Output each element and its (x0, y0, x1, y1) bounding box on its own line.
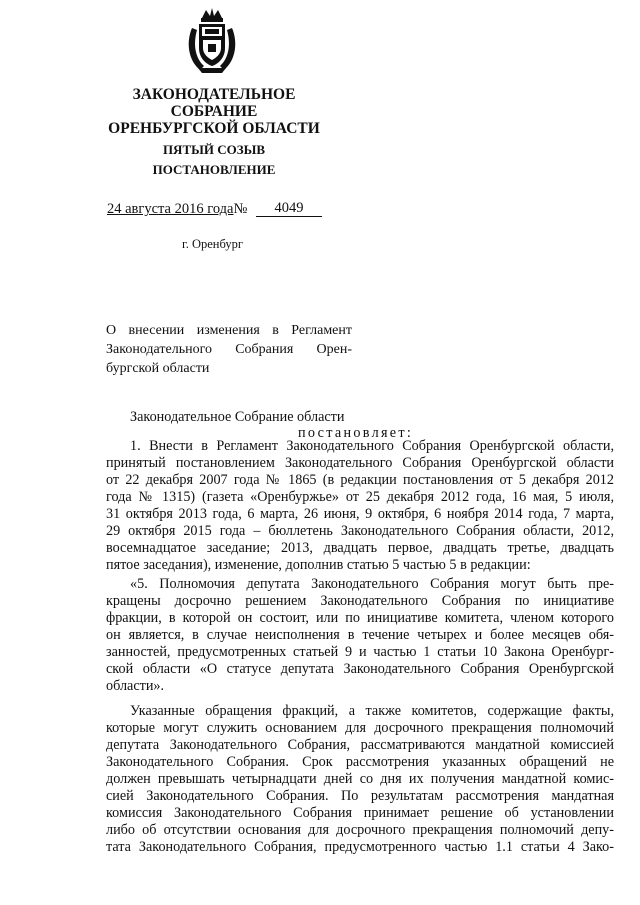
body-line: пятое заседания), изменение, дополнив статью 5 частью 5 в редакции: (106, 557, 531, 573)
document-type-title: ПОСТАНОВЛЕНИЕ (152, 162, 276, 177)
body-line: должен превышать четырнадцати дней со дня их получения мандатной комис- (106, 771, 614, 787)
document-date-line (107, 201, 247, 218)
body-line: 29 октября 2015 года – бюллетень Законодательного Собрания области, 2012, (106, 523, 614, 539)
body-line: он является, в случае неисполнения в течение четырех и более месяцев обя- (106, 627, 614, 643)
subject-line-2: Законодательного Собрания Орен- (106, 342, 352, 357)
body-line: 31 октября 2013 года, 6 марта, 26 июня, 9 октября, 6 ноября 2014 года, 7 марта, (106, 506, 614, 522)
org-name-line-2: СОБРАНИЕ (170, 103, 258, 120)
number-label: № (233, 201, 248, 217)
body-line: депутата Законодательного Собрания, рассматриваются мандатной комиссией (106, 737, 614, 753)
body-line: принятый постановлением Законодательного Собрания Оренбургской области (106, 455, 614, 471)
body-line: Законодательного Собрания. Срок рассмотрения указанных обращений не (106, 754, 614, 770)
document-number: 4049 (256, 200, 322, 217)
coat-of-arms-icon (186, 8, 238, 74)
city-label: г. Оренбург (182, 237, 243, 251)
body-line: области». (106, 678, 165, 694)
body-line: «5. Полномочия депутата Законодательного Собрания могут быть пре- (130, 576, 614, 592)
body-line: фракции, в которой он состоит, или по инициативе комитета, членом которого (106, 610, 614, 626)
body-line: Указанные обращения фракций, а также комитетов, содержащие факты, (130, 703, 614, 719)
body-line: кращены досрочно решением Законодательного Собрания по инициативе (106, 593, 614, 609)
body-line: сией Законодательного Собрания. По результатам рассмотрения мандатная (106, 788, 614, 804)
subject-line-3: бургской области (106, 361, 210, 376)
decree-word: постановляет: (298, 425, 414, 441)
body-line: восемнадцатое заседание; 2013, двадцать первое, двадцать третье, двадцать (106, 540, 614, 556)
org-name-line-1: ЗАКОНОДАТЕЛЬНОЕ (132, 86, 296, 103)
body-line: которые могут служить основанием для досрочного прекращения полномочий (106, 720, 614, 736)
body-line: комиссия Законодательного Собрания принимает решение об установлении (106, 805, 614, 821)
body-line: ской области «О статусе депутата Законодательного Собрания Оренбургской (106, 661, 614, 677)
body-line: года № 1315) (газета «Оренбуржье» от 25 декабря 2012 года, 16 мая, 5 июля, (106, 489, 614, 505)
convocation-label: ПЯТЫЙ СОЗЫВ (162, 142, 266, 157)
subject-line-1: О внесении изменения в Регламент (106, 323, 352, 338)
body-line: тата Законодательного Собрания, предусмотренного частью 1.1 статьи 4 Зако- (106, 839, 614, 855)
body-line: либо об отсутствии основания для досрочного прекращения полномочий депу- (106, 822, 614, 838)
body-line: от 22 декабря 2007 года № 1865 (в редакции постановления от 5 декабря 2012 (106, 472, 614, 488)
body-line: 1. Внести в Регламент Законодательного Собрания Оренбургской области, (130, 438, 614, 454)
document-date: 24 августа 2016 года (107, 201, 234, 217)
intro-text: Законодательное Собрание области (130, 409, 345, 425)
org-name-line-3: ОРЕНБУРГСКОЙ ОБЛАСТИ (108, 120, 320, 137)
body-line: занностей, предусмотренных статьей 9 и частью 1 статьи 10 Закона Оренбург- (106, 644, 614, 660)
